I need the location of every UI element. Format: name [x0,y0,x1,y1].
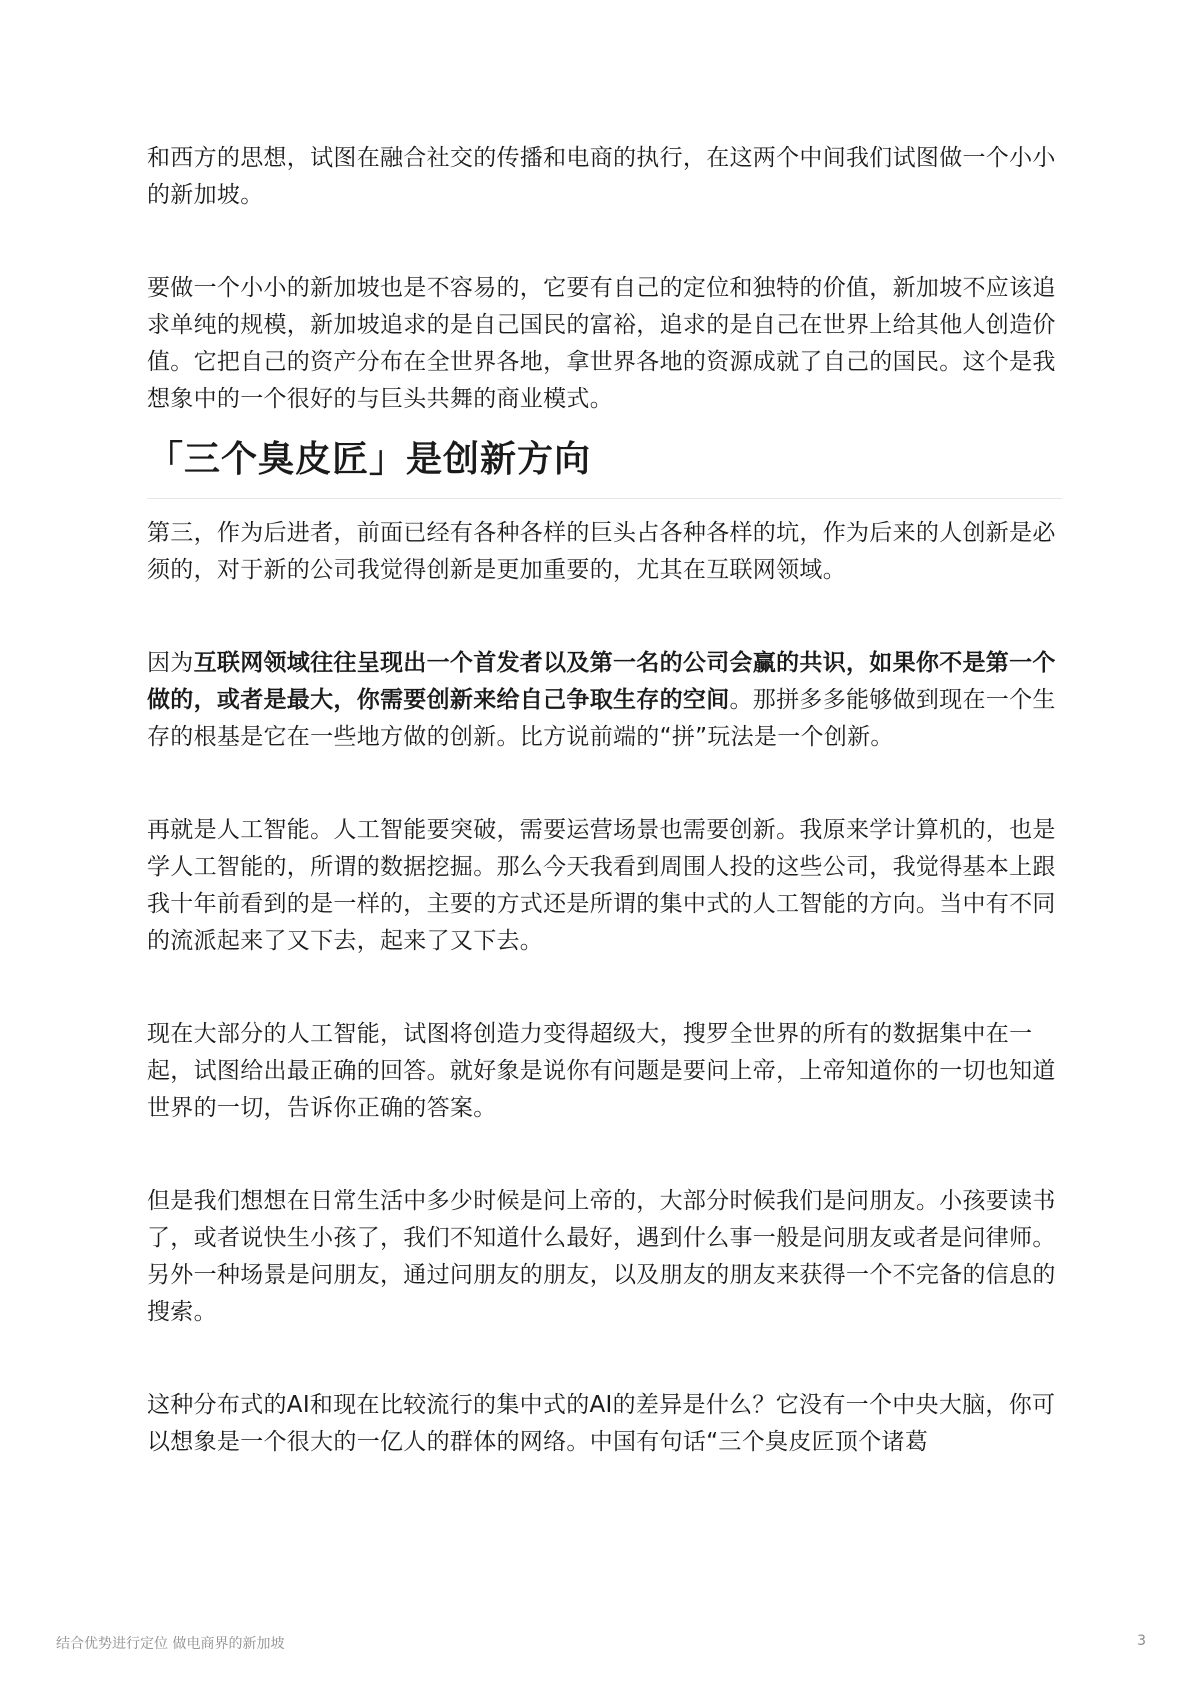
paragraph-2: 要做一个小小的新加坡也是不容易的，它要有自己的定位和独特的价值，新加坡不应该追求单纯的规模，新加坡追求的是自己国民的富裕，追求的是自己在世界上给其他人创造价值。它把自己的资产分布在全世界各地，拿世界各地的资源成就了自己的国民。这个是我想象中的一个很好的与巨头共舞的商业模式。 [147,275,1056,412]
paragraph-6: 现在大部分的人工智能，试图将创造力变得超级大，搜罗全世界的所有的数据集中在一起，试图给出最正确的回答。就好象是说你有问题是要问上帝，上帝知道你的一切也知道世界的一切，告诉你正确的答案。 [147,1021,1056,1121]
page-number: 3 [1137,1633,1146,1649]
paragraph-3: 第三，作为后进者，前面已经有各种各样的巨头占各种各样的坑，作为后来的人创新是必须的，对于新的公司我觉得创新是更加重要的，尤其在互联网领域。 [147,520,1056,583]
paragraph-7: 但是我们想想在日常生活中多少时候是问上帝的，大部分时候我们是问朋友。小孩要读书了，或者说快生小孩了，我们不知道什么最好，遇到什么事一般是问朋友或者是问律师。另外一种场景是问朋友，通过问朋友的朋友，以及朋友的朋友来获得一个不完备的信息的搜索。 [147,1188,1056,1325]
paragraph-1: 和西方的思想，试图在融合社交的传播和电商的执行，在这两个中间我们试图做一个小小的新加坡。 [147,145,1056,208]
article-body [147,140,1062,1517]
paragraph-8: 这种分布式的AI和现在比较流行的集中式的AI的差异是什么？它没有一个中央大脑，你可以想象是一个很大的一亿人的群体的网络。中国有句话“三个臭皮匠顶个诸葛 [147,1392,1056,1455]
paragraph-4-prefix: 因为 [147,650,194,676]
footer-title: 结合优势进行定位 做电商界的新加坡 [56,1636,285,1652]
paragraph-4-bold: 互联网领域往往呈现出一个首发者以及第一名的公司会赢的共识，如果你不是第一个做的，或者是最大，你需要创新来给自己争取生存的空间 [147,650,1056,713]
paragraph-4 [147,645,1062,756]
paragraph-4-suffix: 。那拼多多能够做到现在一个生存的根基是它在一些地方做的创新。比方说前端的“拼”玩法是一个创新。 [147,687,1056,750]
section-heading: 「三个臭皮匠」是创新方向 [147,436,1062,499]
paragraph-5: 再就是人工智能。人工智能要突破，需要运营场景也需要创新。我原来学计算机的，也是学人工智能的，所谓的数据挖掘。那么今天我看到周围人投的这些公司，我觉得基本上跟我十年前看到的是一样的，主要的方式还是所谓的集中式的人工智能的方向。当中有不同的流派起来了又下去，起来了又下去。 [147,817,1056,954]
